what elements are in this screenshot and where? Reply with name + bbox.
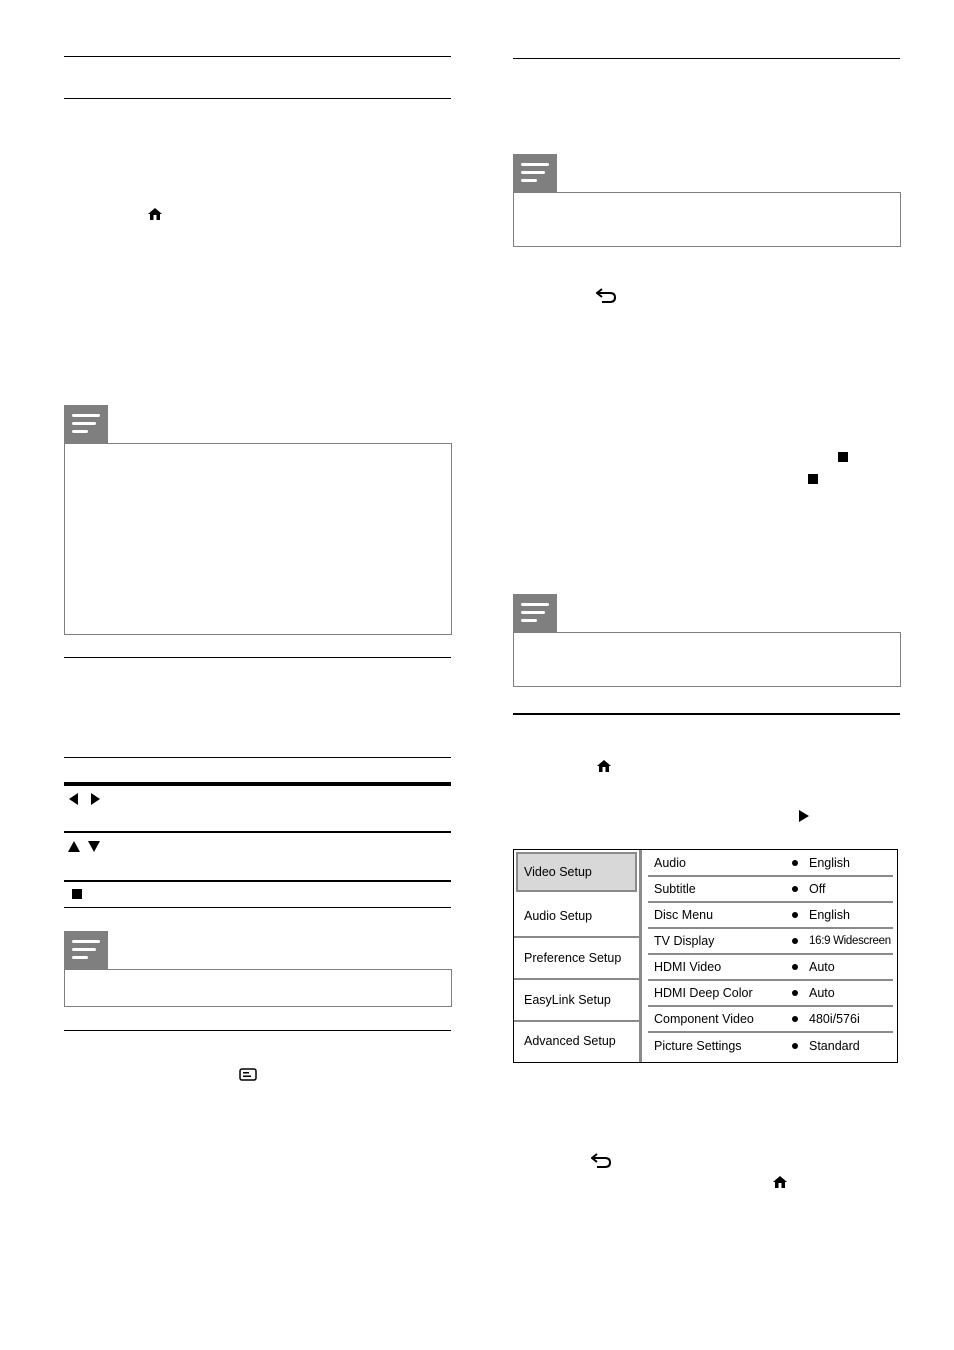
note-box-1 xyxy=(64,443,452,635)
setup-option-label: Subtitle xyxy=(654,882,696,896)
setup-option-value: 16:9 Widescreen xyxy=(809,935,891,947)
setup-option-value: Off xyxy=(809,882,826,896)
setup-option-label: Picture Settings xyxy=(654,1039,742,1053)
note-icon xyxy=(513,594,557,632)
right-rule-2 xyxy=(513,713,900,715)
setup-category-label: EasyLink Setup xyxy=(524,993,611,1007)
setup-option-picture-settings[interactable] xyxy=(646,1033,894,1059)
bullet-icon xyxy=(792,886,798,892)
setup-option-value: Auto xyxy=(809,986,835,1000)
setup-category-label: Audio Setup xyxy=(524,909,593,923)
setup-category-preference[interactable] xyxy=(514,938,639,978)
setup-category-video[interactable] xyxy=(516,852,637,892)
note-box-4 xyxy=(513,632,901,687)
setup-option-label: Component Video xyxy=(654,1012,754,1026)
bullet-icon xyxy=(792,990,798,996)
note-icon xyxy=(64,405,108,443)
home-icon xyxy=(597,760,611,773)
table-bottom-rule xyxy=(64,907,451,908)
note-box-3 xyxy=(513,192,901,247)
setup-option-value: 480i/576i xyxy=(809,1012,860,1026)
bullet-icon xyxy=(792,938,798,944)
bullet-icon xyxy=(792,1016,798,1022)
back-icon xyxy=(591,1153,611,1168)
setup-option-subtitle[interactable] xyxy=(646,876,894,902)
setup-menu xyxy=(513,849,898,1063)
table-rule-2 xyxy=(64,880,451,882)
setup-option-label: Audio xyxy=(654,856,686,870)
setup-category-label: Video Setup xyxy=(524,865,592,879)
setup-option-audio[interactable] xyxy=(646,850,894,876)
note-box-2 xyxy=(64,969,452,1007)
table-rule-1 xyxy=(64,831,451,833)
setup-option-label: TV Display xyxy=(654,934,715,948)
table-top-rule xyxy=(64,782,451,786)
bullet-icon xyxy=(792,1043,798,1049)
setup-category-audio[interactable] xyxy=(514,896,639,936)
right-rule-1 xyxy=(513,58,900,59)
setup-category-advanced[interactable] xyxy=(514,1022,639,1060)
note-icon xyxy=(64,931,108,969)
setup-option-label: HDMI Deep Color xyxy=(654,986,753,1000)
setup-option-value: English xyxy=(809,908,850,922)
stop-icon xyxy=(838,452,848,462)
stop-icon xyxy=(72,889,82,899)
left-rule-3 xyxy=(64,657,451,658)
left-rule-4 xyxy=(64,757,451,758)
up-down-arrows-icon xyxy=(68,841,102,852)
left-rule-1 xyxy=(64,56,451,57)
setup-option-label: Disc Menu xyxy=(654,908,714,922)
stop-icon xyxy=(808,474,818,484)
setup-category-label: Preference Setup xyxy=(524,951,622,965)
setup-option-disc-menu[interactable] xyxy=(646,902,894,928)
subtitle-icon xyxy=(239,1068,257,1081)
setup-option-tv-display[interactable] xyxy=(646,928,894,954)
back-icon xyxy=(596,288,616,303)
setup-category-list xyxy=(514,850,642,1062)
setup-option-value: English xyxy=(809,856,850,870)
setup-category-easylink[interactable] xyxy=(514,980,639,1020)
setup-option-value: Auto xyxy=(809,960,835,974)
bullet-icon xyxy=(792,912,798,918)
setup-option-value: Standard xyxy=(809,1039,860,1053)
note-icon xyxy=(513,154,557,192)
setup-category-label: Advanced Setup xyxy=(524,1034,616,1048)
setup-option-label: HDMI Video xyxy=(654,960,722,974)
left-rule-2 xyxy=(64,98,451,99)
left-right-arrows-icon xyxy=(69,793,101,805)
home-icon xyxy=(148,208,162,221)
bullet-icon xyxy=(792,860,798,866)
home-icon xyxy=(773,1176,787,1189)
setup-option-hdmi-video[interactable] xyxy=(646,954,894,980)
setup-option-component-video[interactable] xyxy=(646,1006,894,1032)
play-icon xyxy=(799,810,809,822)
bullet-icon xyxy=(792,964,798,970)
setup-option-hdmi-deep-color[interactable] xyxy=(646,980,894,1006)
left-rule-5 xyxy=(64,1030,451,1031)
